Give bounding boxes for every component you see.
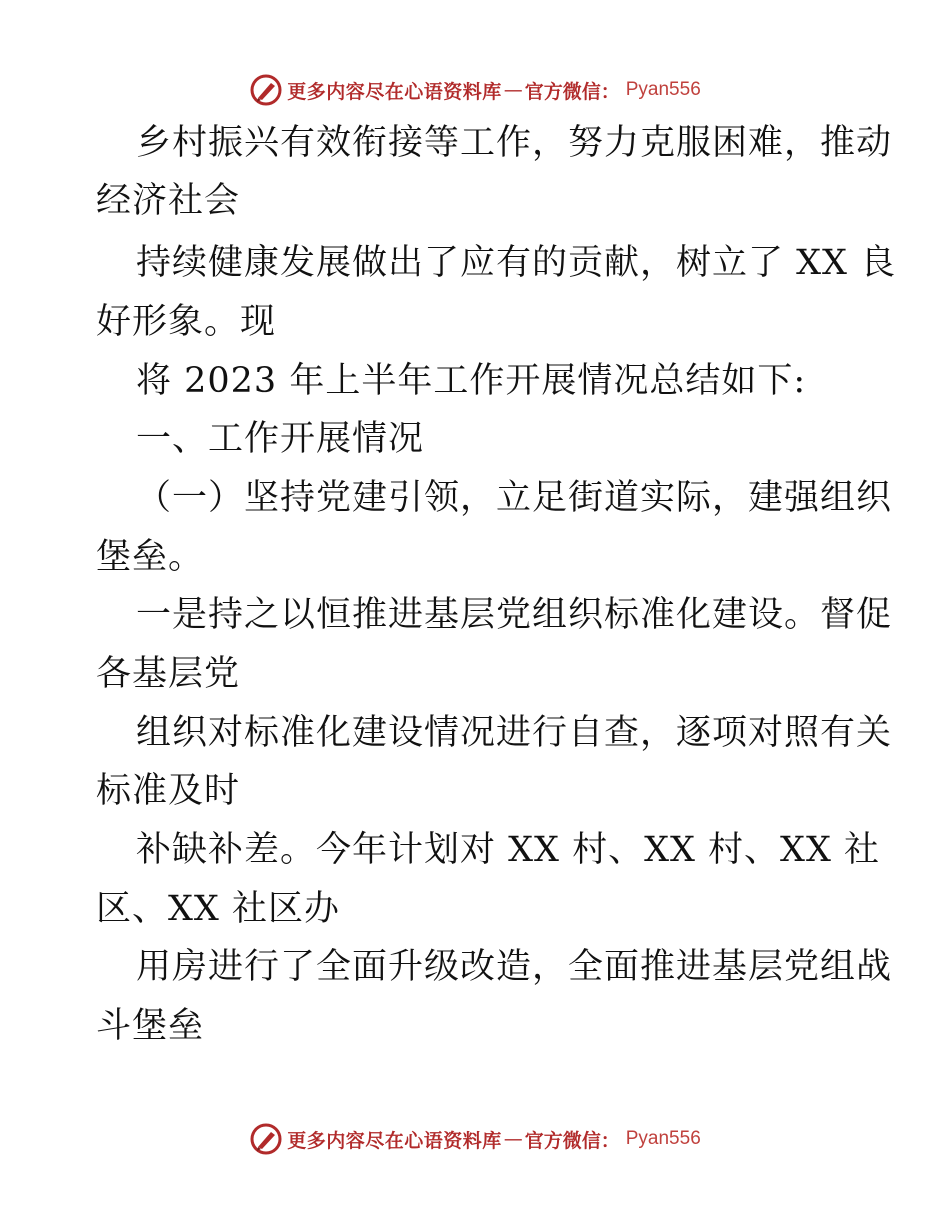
text-line: 斗堡垒	[96, 1006, 205, 1046]
pen-logo-icon	[249, 1122, 283, 1156]
text-line: 好形象。现	[96, 302, 277, 342]
watermark-dash: —	[503, 1128, 523, 1150]
text-line: 区、XX 社区办	[96, 889, 340, 929]
watermark-site-text: 更多内容尽在心语资料库	[287, 80, 502, 103]
footer-watermark	[0, 1119, 950, 1159]
text-line: 组织对标准化建设情况进行自查，逐项对照有关	[136, 713, 893, 753]
watermark-site-text: 更多内容尽在心语资料库	[287, 1129, 502, 1152]
subsection-heading: （一）坚持党建引领，立足街道实际，建强组织	[136, 478, 893, 518]
pen-logo-icon	[249, 73, 283, 107]
watermark-wechat-label: 官方微信：	[524, 1129, 620, 1152]
text-line: 一是持之以恒推进基层党组织标准化建设。督促	[136, 595, 893, 635]
text-line: 各基层党	[96, 654, 241, 694]
text-line: 乡村振兴有效衔接等工作，努力克服困难，推动	[136, 123, 893, 163]
watermark-wechat-id: Pyan556	[625, 1128, 701, 1149]
text-line: 补缺补差。今年计划对 XX 村、XX 村、XX 社	[136, 830, 881, 870]
text-line: 经济社会	[96, 181, 241, 221]
text-line: 标准及时	[96, 771, 241, 811]
text-line: 将 2023 年上半年工作开展情况总结如下:	[136, 361, 807, 401]
watermark-wechat-label: 官方微信：	[524, 80, 620, 103]
text-line: 持续健康发展做出了应有的贡献，树立了 XX 良	[136, 243, 897, 283]
text-line: 用房进行了全面升级改造，全面推进基层党组战	[136, 947, 893, 987]
watermark-wechat-id: Pyan556	[625, 79, 701, 100]
watermark-dash: —	[503, 79, 523, 101]
section-heading: 一、工作开展情况	[136, 419, 425, 459]
header-watermark	[0, 70, 950, 110]
text-line: 堡垒。	[96, 537, 205, 577]
